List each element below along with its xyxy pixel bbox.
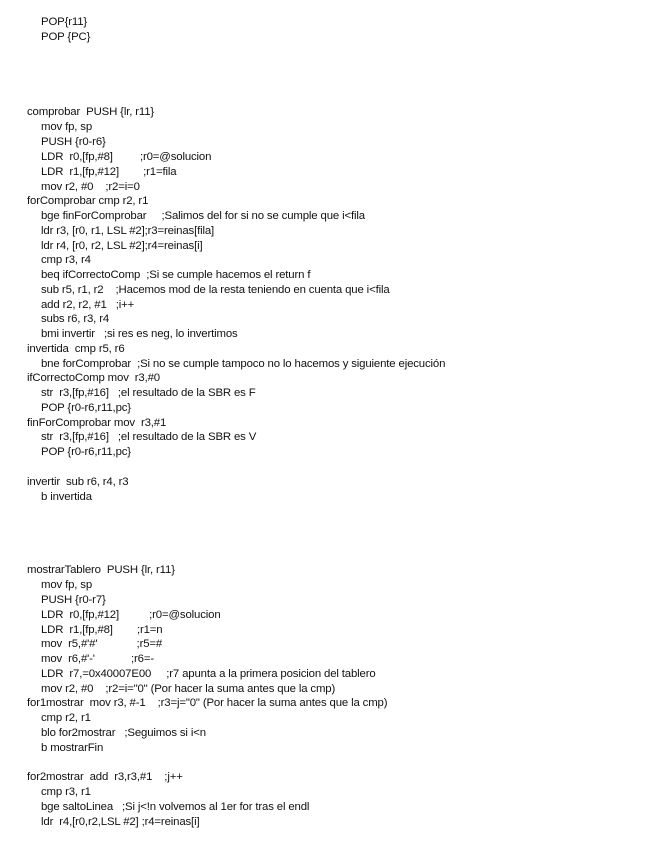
- code-line: mov fp, sp: [41, 579, 93, 591]
- code-label-line: forComprobar cmp r2, r1: [27, 195, 149, 207]
- code-line: bge saltoLinea ;Si j<!n volvemos al 1er for tras el endl: [41, 801, 310, 813]
- code-line: bne forComprobar ;Si no se cumple tampoco no lo hacemos y siguiente ejecución: [41, 358, 446, 370]
- code-label-line: for1mostrar mov r3, #-1 ;r3=j="0" (Por hacer la suma antes que la cmp): [27, 697, 388, 709]
- code-line: mov fp, sp: [41, 121, 93, 133]
- code-line: PUSH {r0-r7}: [41, 594, 106, 606]
- code-line: PUSH {r0-r6}: [41, 136, 106, 148]
- code-line: POP {r0-r6,r11,pc}: [41, 446, 131, 458]
- code-line: LDR r0,[fp,#12] ;r0=@solucion: [41, 609, 221, 621]
- code-label-line: ifCorrectoComp mov r3,#0: [27, 372, 160, 384]
- code-line: LDR r0,[fp,#8] ;r0=@solucion: [41, 151, 212, 163]
- code-line: str r3,[fp,#16] ;el resultado de la SBR es V: [41, 431, 257, 443]
- code-label-line: comprobar PUSH {lr, r11}: [27, 106, 155, 118]
- code-line: mov r2, #0 ;r2=i=0: [41, 181, 140, 193]
- code-line: mov r5,#'#' ;r5=#: [41, 638, 163, 650]
- code-label-line: invertir sub r6, r4, r3: [27, 476, 129, 488]
- code-line: LDR r1,[fp,#8] ;r1=n: [41, 624, 163, 636]
- code-line: POP {PC}: [41, 31, 91, 43]
- code-line: beq ifCorrectoComp ;Si se cumple hacemos el return f: [41, 269, 311, 281]
- code-line: mov r6,#'-' ;r6=-: [41, 653, 154, 665]
- code-line: ldr r3, [r0, r1, LSL #2];r3=reinas[fila]: [41, 225, 215, 237]
- code-line: cmp r3, r1: [41, 786, 91, 798]
- code-line: subs r6, r3, r4: [41, 313, 110, 325]
- code-line: add r2, r2, #1 ;i++: [41, 299, 135, 311]
- code-label-line: finForComprobar mov r3,#1: [27, 417, 167, 429]
- code-label-line: invertida cmp r5, r6: [27, 343, 125, 355]
- code-line: LDR r1,[fp,#12] ;r1=fila: [41, 166, 177, 178]
- code-line: cmp r2, r1: [41, 712, 91, 724]
- code-line: cmp r3, r4: [41, 254, 91, 266]
- code-line: ldr r4, [r0, r2, LSL #2];r4=reinas[i]: [41, 240, 203, 252]
- code-line: sub r5, r1, r2 ;Hacemos mod de la resta teniendo en cuenta que i<fila: [41, 284, 390, 296]
- code-line: POP {r0-r6,r11,pc}: [41, 402, 131, 414]
- code-line: POP{r11}: [41, 16, 88, 28]
- code-label-line: for2mostrar add r3,r3,#1 ;j++: [27, 771, 183, 783]
- code-line: mov r2, #0 ;r2=i="0" (Por hacer la suma antes que la cmp): [41, 683, 336, 695]
- code-line: bge finForComprobar ;Salimos del for si no se cumple que i<fila: [41, 210, 365, 222]
- code-label-line: mostrarTablero PUSH {lr, r11}: [27, 564, 175, 576]
- code-line: str r3,[fp,#16] ;el resultado de la SBR es F: [41, 387, 256, 399]
- code-line: blo for2mostrar ;Seguimos si i<n: [41, 727, 206, 739]
- code-line: LDR r7,=0x40007E00 ;r7 apunta a la primera posicion del tablero: [41, 668, 376, 680]
- code-line: b mostrarFin: [41, 742, 104, 754]
- code-line: bmi invertir ;si res es neg, lo invertimos: [41, 328, 238, 340]
- code-line: ldr r4,[r0,r2,LSL #2] ;r4=reinas[i]: [41, 816, 200, 828]
- code-line: b invertida: [41, 491, 92, 503]
